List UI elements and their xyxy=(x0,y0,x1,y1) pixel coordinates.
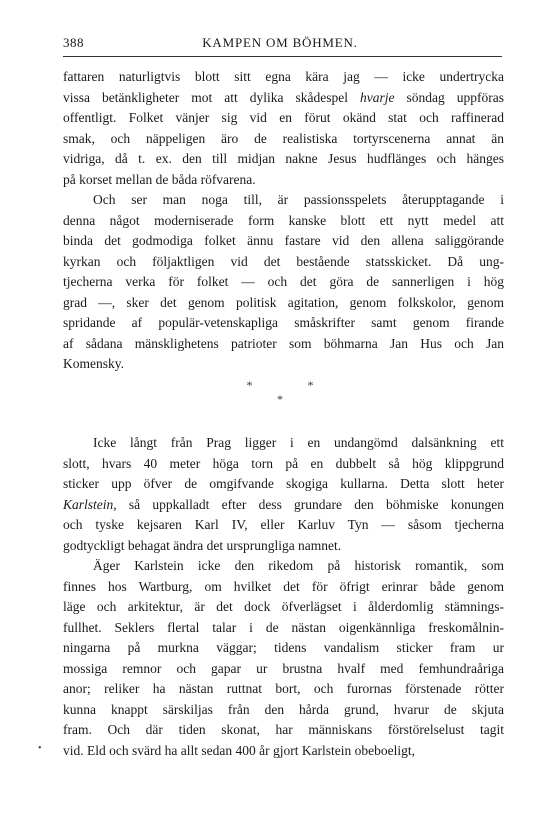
text-line: af sådana mänsklighetens patrioter som böhmarna Jan Hus och Jan xyxy=(63,335,504,351)
text-line: kyrkan och följaktligen vid det bestående statsskicket. Då ung- xyxy=(63,253,504,269)
text-line: godtyckligt behagat ändra det ursprungliga namnet. xyxy=(63,537,342,553)
margin-dot: • xyxy=(38,743,42,754)
section-1 xyxy=(63,67,504,375)
text-line: smak, och näppeligen äro de realistiska tortyrscenerna annat än xyxy=(63,130,504,146)
text-line: Äger Karlstein icke den rikedom på historisk romantik, som xyxy=(93,558,504,573)
text-line: tjecherna verka för folket — och det göra de sannerligen i hög xyxy=(63,274,504,289)
asterisk-right: * xyxy=(307,378,314,392)
text-line: och tyske kejsaren Karl IV, eller Karluv Tyn — såsom tjecherna xyxy=(63,517,504,532)
text-line: denna något moderniserade form kanske blott ett nytt medel att xyxy=(63,212,504,228)
text-line: fattaren naturligtvis blott sitt egna kära jag — icke undertrycka xyxy=(63,69,504,84)
text-line: Komensky. xyxy=(63,356,124,371)
asterisk-bottom: * xyxy=(277,392,283,406)
text-line: fram. Och där tiden skonat, har människans förstörelselust tagit xyxy=(63,722,504,737)
header-rule xyxy=(63,56,502,57)
text-line: fullhet. Seklers flertal talar i de nästan oigenkännliga freskomålnin- xyxy=(63,619,504,635)
asterisk-left: * xyxy=(246,378,253,392)
text-line: vidriga, då t. ex. den till midjan nakne Jesus hudflänges och hänges xyxy=(63,151,504,166)
text-line: ningarna på murkna väggar; tidens vandalism sticker fram ur xyxy=(63,640,504,655)
paragraph-4 xyxy=(63,556,504,761)
page-number: 388 xyxy=(63,35,84,50)
text-line: grad —, sker det genom politisk agitation, genom folkskolor, genom xyxy=(63,294,504,310)
text-line: vissa betänkligheter mot att dylika skådespel hvarje söndag uppföras xyxy=(63,89,504,105)
asterism-top xyxy=(0,378,560,393)
paragraph-1 xyxy=(63,67,504,190)
asterism-bottom xyxy=(0,392,560,407)
text-line: offentligt. Folket vänjer sig vid en förut okänd stat och raffinerad xyxy=(63,110,504,125)
text-line: binda det godmodiga folket ännu fastare vid den allena saliggörande xyxy=(63,233,504,248)
text-line: kunna knappt särskiljas från den hårda grund, hvarur de skjuta xyxy=(63,701,504,717)
text-line: Och ser man noga till, är passionsspelets återupptagande i xyxy=(93,192,504,207)
text-line: läge och arkitektur, är det dock öfverlägset i ålderdomlig stämnings- xyxy=(63,599,504,614)
text-line: spridande af populär-vetenskapliga småskrifter samt genom firande xyxy=(63,315,504,330)
running-head: KAMPEN OM BÖHMEN. xyxy=(202,35,358,50)
text-line: sticker upp öfver de omgifvande skogiga kullarna. Detta slott heter xyxy=(63,476,504,491)
paragraph-2 xyxy=(63,190,504,375)
paragraph-3 xyxy=(63,433,504,556)
text-line: anor; reliker ha nästan ruttnat bort, och furornas förstenade rötter xyxy=(63,681,504,696)
section-2 xyxy=(63,433,504,761)
text-line: mossiga remnor och gapar ur brustna hvalf med femhundraåriga xyxy=(63,660,504,676)
text-line: Karlstein, så uppkalladt efter dess grundare den böhmiske konungen xyxy=(63,496,504,512)
text-line: slott, hvars 40 meter höga torn på en dubbelt så hög klippgrund xyxy=(63,455,504,471)
text-line: på korset mellan de båda röfvarena. xyxy=(63,171,256,187)
text-line: Icke långt från Prag ligger i en undangömd dalsänkning ett xyxy=(93,435,504,450)
text-line: finnes hos Wartburg, om hvilket det för öfrigt erinrar både genom xyxy=(63,578,504,594)
text-line: vid. Eld och svärd ha allt sedan 400 år gjort Karlstein obeboeligt, xyxy=(63,742,416,758)
